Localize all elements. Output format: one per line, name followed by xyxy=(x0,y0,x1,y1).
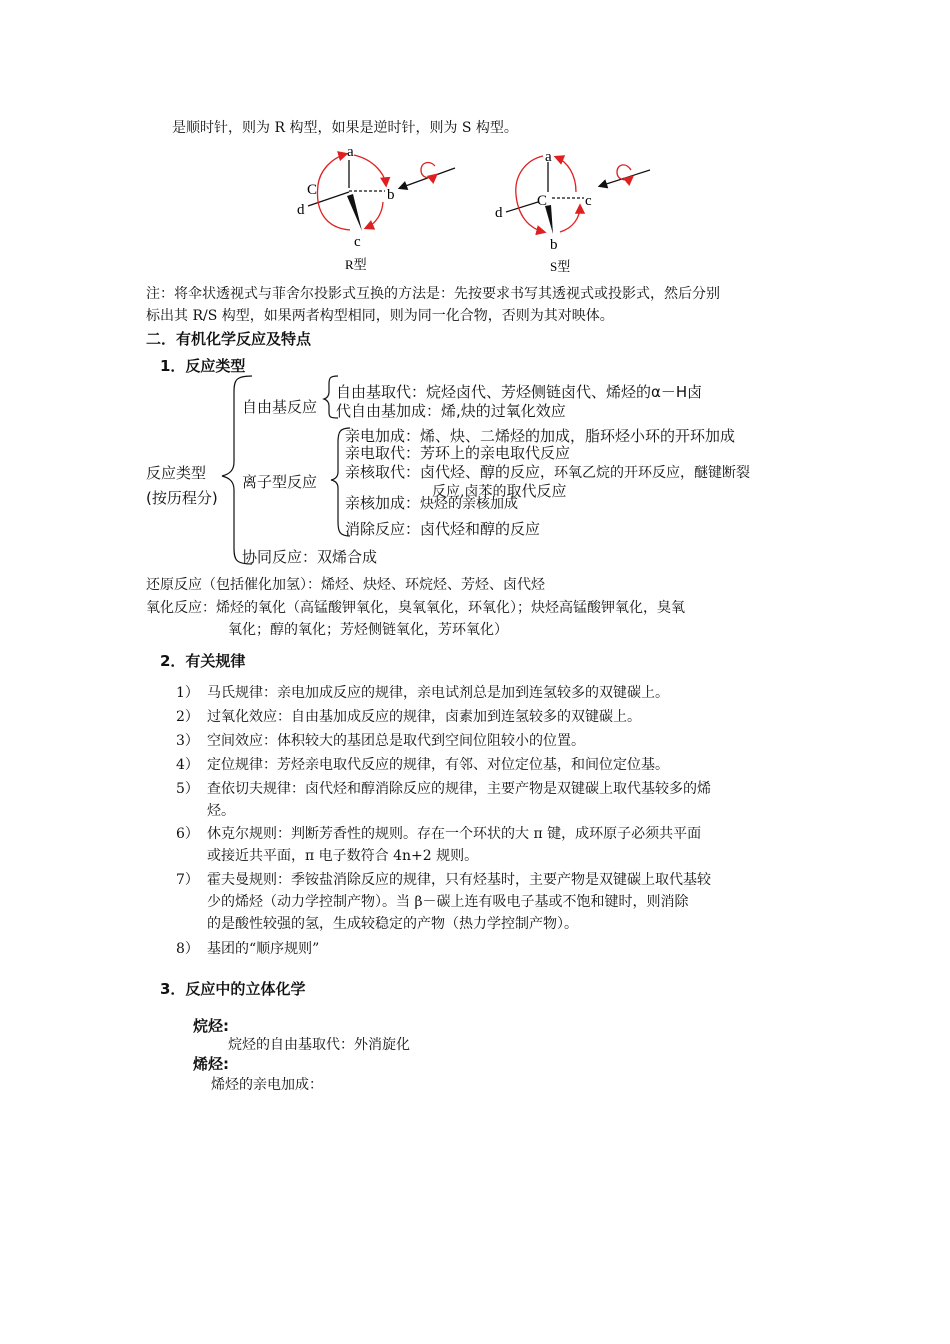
s-label-b: b xyxy=(550,237,558,253)
concerted-reaction: 协同反应：双烯合成 xyxy=(242,548,378,566)
rule-text: 空间效应：体积较大的基团总是取代到空间位阻较小的位置。 xyxy=(207,733,585,749)
ionic-reaction-label: 离子型反应 xyxy=(242,473,318,491)
rule-text: 霍夫曼规则：季铵盐消除反应的规律，只有烃基时，主要产物是双键碳上取代基较 xyxy=(207,872,711,888)
rule-text: 基团的“顺序规则” xyxy=(207,941,320,957)
nucleophilic-substitution-cont: 反应,卤苯的取代反应 xyxy=(432,482,567,500)
rule-text: 定位规律：芳烃亲电取代反应的规律，有邻、对位定位基，和间位定位基。 xyxy=(207,757,669,773)
rule-text: 查依切夫规律：卤代烃和醇消除反应的规律，主要产物是双键碳上取代基较多的烯 xyxy=(207,781,711,797)
elimination: 消除反应：卤代烃和醇的反应 xyxy=(345,520,541,538)
rule-text: 烃。 xyxy=(207,803,235,819)
tree-root-label: 反应类型 xyxy=(146,464,207,482)
radical-reaction-label: 自由基反应 xyxy=(242,398,318,416)
electrophilic-addition: 亲电加成：烯、炔、二烯烃的加成，脂环烃小环的开环加成 xyxy=(345,427,736,445)
s-label-a: a xyxy=(545,149,552,165)
rule-text: 休克尔规则：判断芳香性的规则。存在一个环状的大 π 键，成环原子必须共平面 xyxy=(207,826,702,842)
rule-number: 3） xyxy=(176,733,199,749)
note-line-1: 注：将伞状透视式与菲舍尔投影式互换的方法是：先按要求书写其透视式或投影式，然后分别 xyxy=(146,286,720,302)
r-label-carbon: C xyxy=(307,182,318,198)
r-caption: R型 xyxy=(345,257,367,272)
rule-number: 7） xyxy=(176,872,199,888)
s-label-carbon: C xyxy=(537,193,548,209)
subsection-title-1: 1．反应类型 xyxy=(160,357,246,375)
intro-text: 是顺时针，则为 R 构型，如果是逆时针，则为 S 构型。 xyxy=(172,120,518,136)
rule-number: 2） xyxy=(176,709,199,725)
rule-text: 过氧化效应：自由基加成反应的规律，卤素加到连氢较多的双键碳上。 xyxy=(207,709,641,725)
nucleophilic-addition: 亲核加成：炔烃的亲核加成 xyxy=(345,494,519,512)
alkene-text: 烯烃的亲电加成： xyxy=(211,1077,323,1093)
r-label-d: d xyxy=(297,202,305,218)
rule-number: 4） xyxy=(176,757,199,773)
electrophilic-substitution: 亲电取代：芳环上的亲电取代反应 xyxy=(345,444,571,462)
alkane-heading: 烷烃: xyxy=(193,1017,229,1035)
rule-text: 或接近共平面，π 电子数符合 4n+2 规则。 xyxy=(207,848,479,864)
section-title: 二．有机化学反应及特点 xyxy=(146,330,312,348)
radical-substitution: 自由基取代：烷烃卤代、芳烃侧链卤代、烯烃的α－H卤 xyxy=(336,383,703,401)
nucleophilic-substitution: 亲核取代：卤代烃、醇的反应，环氧乙烷的开环反应，醚键断裂 xyxy=(345,463,751,481)
rule-text: 的是酸性较强的氢，生成较稳定的产物（热力学控制产物）。 xyxy=(207,916,578,932)
r-label-c: c xyxy=(354,234,361,250)
s-caption: S型 xyxy=(550,259,571,274)
r-label-a: a xyxy=(347,144,354,160)
rule-text: 马氏规律：亲电加成反应的规律，亲电试剂总是加到连氢较多的双键碳上。 xyxy=(207,685,669,701)
subsection-title-3: 3．反应中的立体化学 xyxy=(160,980,306,998)
subsection-title-2: 2．有关规律 xyxy=(160,652,246,670)
r-label-b: b xyxy=(387,187,395,203)
rule-text: 少的烯烃（动力学控制产物）。当 β－碳上连有吸电子基或不饱和键时，则消除 xyxy=(207,894,689,910)
r-configuration-diagram xyxy=(290,140,470,275)
rule-number: 6） xyxy=(176,826,199,842)
rule-number: 5） xyxy=(176,781,199,797)
s-label-d: d xyxy=(495,205,503,221)
oxidation-reactions-line1: 氧化反应：烯烃的氧化（高锰酸钾氧化，臭氧氧化，环氧化）；炔烃高锰酸钾氧化，臭氧 xyxy=(146,600,685,616)
s-configuration-diagram xyxy=(488,140,668,275)
s-label-c: c xyxy=(585,193,592,209)
rule-number: 1） xyxy=(176,685,199,701)
radical-addition: 代自由基加成：烯,炔的过氧化效应 xyxy=(336,402,566,420)
oxidation-reactions-line2: 氧化；醇的氧化；芳烃侧链氧化，芳环氧化） xyxy=(228,622,508,638)
alkene-heading: 烯烃: xyxy=(193,1055,229,1073)
alkane-text: 烷烃的自由基取代：外消旋化 xyxy=(228,1037,410,1053)
note-line-2: 标出其 R/S 构型，如果两者构型相同，则为同一化合物，否则为其对映体。 xyxy=(146,308,614,324)
reduction-reactions: 还原反应（包括催化加氢）：烯烃、炔烃、环烷烃、芳烃、卤代烃 xyxy=(146,577,545,593)
tree-root-sublabel: (按历程分) xyxy=(146,489,218,507)
rule-number: 8） xyxy=(176,941,199,957)
